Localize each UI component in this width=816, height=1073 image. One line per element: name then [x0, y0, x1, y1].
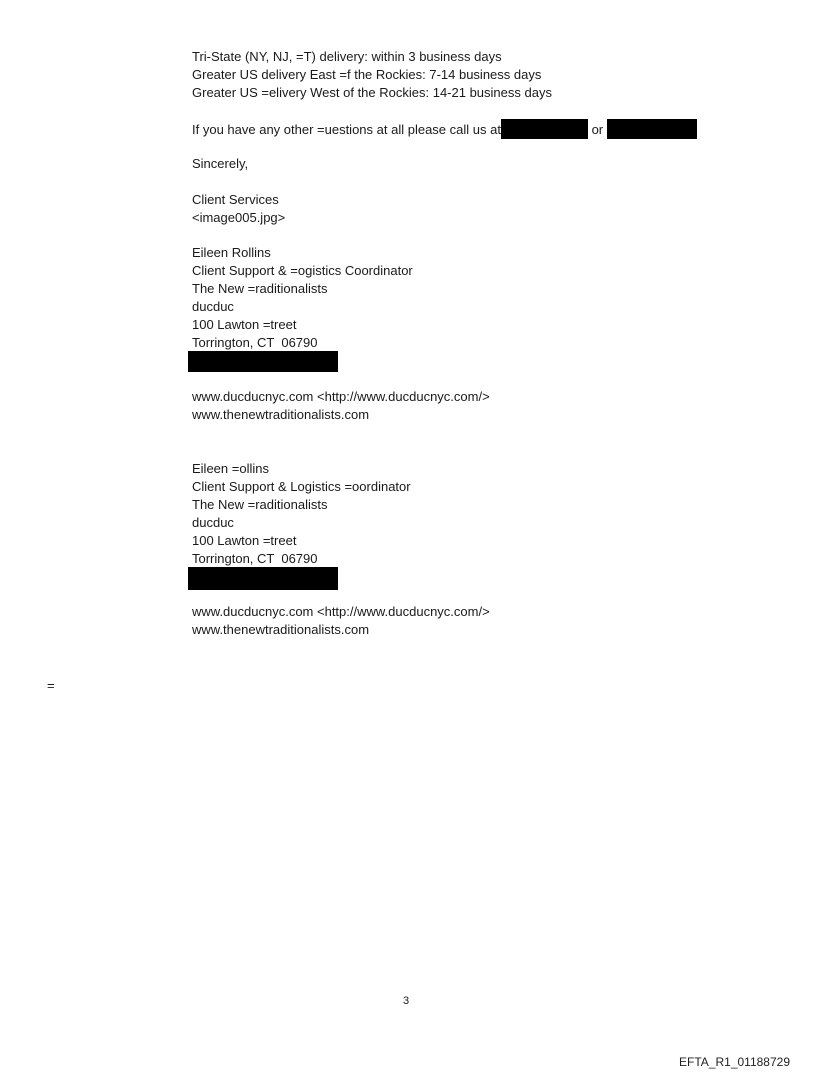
delivery-tristate: Tri-State (NY, NJ, =T) delivery: within 3 business days: [192, 49, 502, 64]
redaction-phone-2: [607, 119, 697, 139]
signature-image-placeholder: <image005.jpg>: [192, 210, 286, 225]
contact-1-brand: ducduc: [192, 299, 234, 314]
closing: Sincerely,: [192, 156, 249, 171]
contact-1-web1: www.ducducnyc.com <http://www.ducducnyc.com/>: [192, 389, 490, 404]
delivery-west: Greater US =elivery West of the Rockies: 14-21 business days: [192, 85, 552, 100]
contact-2-title: Client Support & Logistics =oordinator: [192, 479, 411, 494]
contact-2-name: Eileen =ollins: [192, 461, 269, 476]
contact-2-web1: www.ducducnyc.com <http://www.ducducnyc.com/>: [192, 604, 490, 619]
contact-1-company: The New =raditionalists: [192, 281, 328, 296]
contact-2-company: The New =raditionalists: [192, 497, 328, 512]
contact-2-street: 100 Lawton =treet: [192, 533, 297, 548]
contact-2-city: Torrington, CT 06790: [192, 551, 318, 566]
delivery-east: Greater US delivery East =f the Rockies: 7-14 business days: [192, 67, 542, 82]
page-number: 3: [403, 995, 410, 1007]
questions-line: [192, 119, 697, 139]
contact-2-brand: ducduc: [192, 515, 234, 530]
contact-1-street: 100 Lawton =treet: [192, 317, 297, 332]
questions-text: If you have any other =uestions at all please call us at: [192, 122, 501, 137]
contact-1-name: Eileen Rollins: [192, 245, 271, 260]
document-id: EFTA_R1_01188729: [679, 1055, 790, 1069]
contact-1-title: Client Support & =ogistics Coordinator: [192, 263, 413, 278]
stray-equals-char: =: [47, 678, 55, 693]
contact-1-city: Torrington, CT 06790: [192, 335, 318, 350]
redaction-contact-1: [188, 351, 338, 372]
redaction-contact-2: [188, 567, 338, 590]
contact-2-web2: www.thenewtraditionalists.com: [192, 622, 370, 637]
redaction-phone-1: [501, 119, 588, 139]
questions-or: or: [587, 122, 607, 137]
signature-team: Client Services: [192, 192, 279, 207]
contact-1-web2: www.thenewtraditionalists.com: [192, 407, 370, 422]
